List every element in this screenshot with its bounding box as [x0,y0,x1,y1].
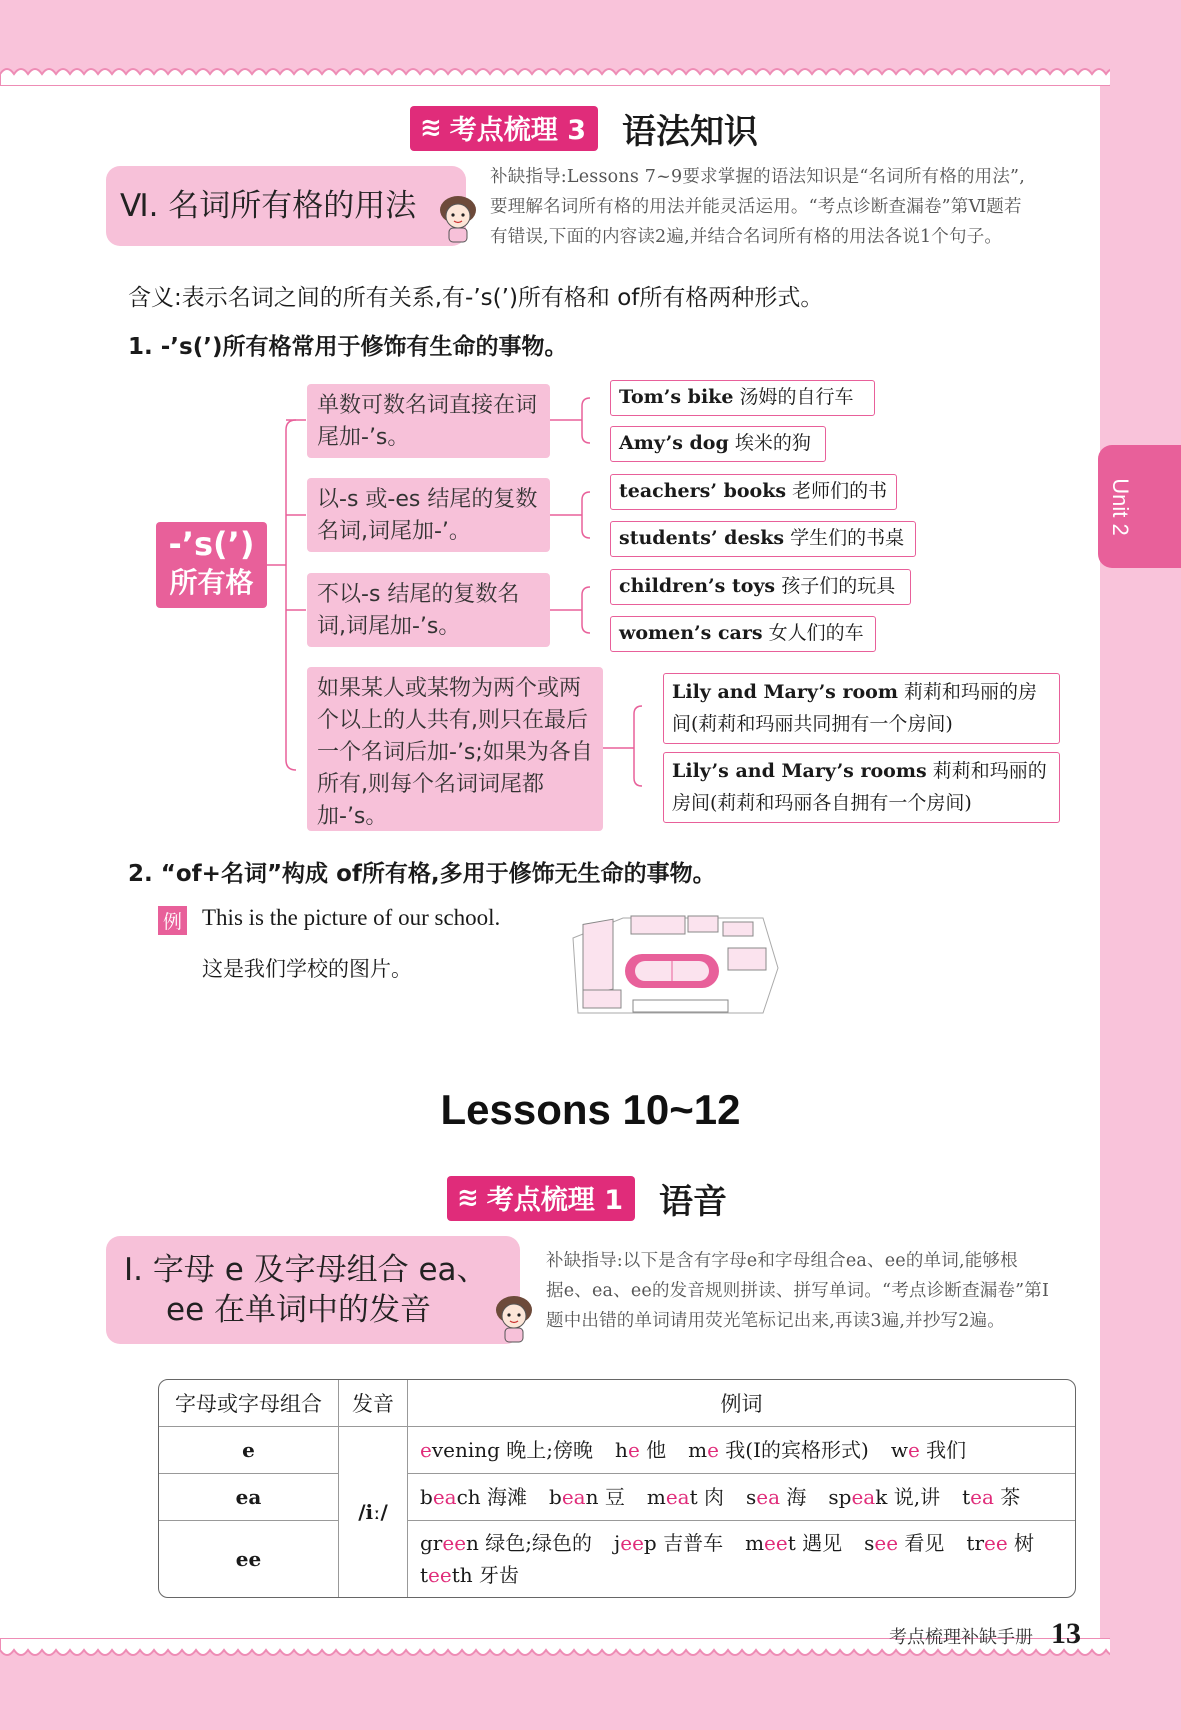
example-zh: 孩子们的玩具 [781,575,896,597]
example-box [610,474,897,510]
section-header-phonetics [447,1174,727,1223]
example-word: tree 树 [966,1531,1035,1555]
example-word: teeth 牙齿 [420,1563,519,1587]
letters-cell: ea [159,1474,339,1521]
example-word: we 我们 [890,1438,967,1462]
page-number: 13 [1051,1617,1081,1650]
highlighted-letters: ea [665,1485,690,1509]
example-en: children’s toys [619,575,776,597]
example-en: Amy’s dog [619,432,729,454]
highlighted-letters: e [627,1438,640,1462]
example-sentence-zh: 这是我们学校的图片。 [202,957,412,981]
example-box [610,616,876,652]
subsection-title-line2: ee 在单词中的发音 [166,1292,431,1328]
section-badge [447,1176,635,1221]
example-zh: 埃米的狗 [734,432,811,454]
example-zh: 学生们的书桌 [790,527,905,549]
possessive-core-node [156,522,267,608]
highlighted-letters: ee [764,1531,788,1555]
example-box [663,752,1060,823]
tip-line: 要理解名词所有格的用法并能灵活运用。“考点诊断查漏卷”第Ⅵ题若 [490,197,1022,217]
highlighted-letters: e [707,1438,719,1462]
rule-box: 以-s 或-es 结尾的复数名词,词尾加-’。 [307,478,550,552]
rule-box: 单数可数名词直接在词尾加-’s。 [307,384,550,458]
example-en: Lily’s and Mary’s rooms [672,760,927,782]
subsection-title: Ⅵ. 名词所有格的用法 [120,188,417,224]
highlighted-letters: ee [620,1531,644,1555]
table-row [159,1521,1075,1597]
rule-box: 不以-s 结尾的复数名词,词尾加-’s。 [307,573,550,647]
subsection-header-pronunciation [106,1236,520,1344]
tip-line: 有错误,下面的内容读2遍,并结合名词所有格的用法各说1个句子。 [490,227,1003,247]
table-header: 发音 [339,1380,408,1427]
tip-line: 补缺指导:Lessons 7~9要求掌握的语法知识是“名词所有格的用法”, [490,167,1025,187]
core-node-line1: -’s(’) [168,525,255,563]
table-row [159,1474,1075,1521]
core-node-line2: 所有格 [169,566,254,599]
unit-tab-label: Unit 2 [1108,478,1133,536]
point-1-heading: 1. -’s(’)所有格常用于修饰有生命的事物。 [128,334,568,360]
highlighted-letters: ea [756,1485,781,1509]
wave-lines-icon: ≋ [457,1182,479,1213]
tip-line: 补缺指导:以下是含有字母e和字母组合ea、ee的单词,能够根 [546,1251,1018,1271]
highlighted-letters: e [420,1438,432,1462]
tip-text-pronunciation [546,1246,1086,1336]
lessons-title: Lessons 10~12 [440,1086,741,1133]
example-word: evening 晚上;傍晚 [420,1438,594,1462]
example-box [663,673,1060,744]
example-word: see 看见 [864,1531,945,1555]
highlighted-letters: e [907,1438,920,1462]
highlighted-letters: ee [874,1531,899,1555]
example-word: sea 海 [746,1485,807,1509]
wave-lines-icon: ≋ [420,112,442,143]
words-cell [408,1474,1075,1521]
example-word: speak 说,讲 [828,1485,941,1509]
example-box [610,521,916,557]
table-header: 字母或字母组合 [159,1380,339,1427]
example-word: beach 海滩 [420,1485,528,1509]
sound-cell: /iː/ [339,1427,408,1597]
girl-avatar-icon [492,1292,536,1344]
example-zh: 莉莉和玛丽的房间(莉莉和玛丽共同拥有一个房间) [672,681,1038,735]
example-sentence-en: This is the picture of our school. [202,905,501,930]
highlighted-letters: ea [432,1485,457,1509]
page-footer [889,1617,1081,1651]
tip-line: 据e、ea、ee的发音规则拼读、拼写单词。“考点诊断查漏卷”第Ⅰ [546,1281,1050,1301]
example-word: green 绿色;绿色的 [420,1531,593,1555]
example-word: jeep 吉普车 [614,1531,724,1555]
rule-box: 如果某人或某物为两个或两个以上的人共有,则只在最后一个名词后加-’s;如果为各自所有,则每个名词词尾都加-’s。 [307,667,603,831]
section-title: 语法知识 [621,112,758,152]
example-word: he 他 [615,1438,667,1462]
example-box [610,380,875,416]
example-en: Tom’s bike [619,386,734,408]
section-badge-label: 考点梳理 3 [449,115,586,146]
table-row [159,1427,1075,1474]
letters-cell: e [159,1427,339,1474]
words-cell [408,1521,1075,1597]
highlighted-letters: ee [442,1531,467,1555]
example-word: bean 豆 [549,1485,625,1509]
example-word: meat 肉 [646,1485,724,1509]
example-en: students’ desks [619,527,785,549]
section-badge-label: 考点梳理 1 [486,1185,623,1216]
tip-line: 题中出错的单词请用荧光笔标记出来,再读3遍,并抄写2遍。 [546,1311,1005,1331]
meaning-text: 含义:表示名词之间的所有关系,有-’s(’)所有格和 of所有格两种形式。 [128,285,824,311]
example-zh: 女人们的车 [768,622,864,644]
highlighted-letters: ea [561,1485,586,1509]
example-word: tea 茶 [962,1485,1021,1509]
footer-text: 考点梳理补缺手册 [889,1627,1033,1648]
letters-cell: ee [159,1521,339,1597]
example-tag: 例 [158,906,187,935]
example-zh: 莉莉和玛丽的房间(莉莉和玛丽各自拥有一个房间) [672,760,1047,814]
highlighted-letters: ee [428,1563,452,1587]
section-title: 语音 [658,1182,727,1222]
school-illustration [563,908,783,1018]
example-en: teachers’ books [619,480,787,502]
table-header-row [159,1380,1075,1427]
example-zh: 汤姆的自行车 [739,386,854,408]
table-header: 例词 [408,1380,1075,1427]
example-word: meet 遇见 [745,1531,843,1555]
highlighted-letters: ea [970,1485,994,1509]
subsection-title-line1: Ⅰ. 字母 e 及字母组合 ea、 [124,1252,488,1288]
example-word: me 我(I的宾格形式) [688,1438,869,1462]
example-en: women’s cars [619,622,763,644]
highlighted-letters: ee [984,1531,1008,1555]
example-zh: 老师们的书 [792,480,888,502]
words-cell [408,1427,1075,1474]
unit-tab[interactable] [1098,445,1181,568]
example-en: Lily and Mary’s room [672,681,898,703]
example-box [610,569,911,605]
example-box [610,426,826,462]
pronunciation-table [158,1379,1076,1598]
point-2-heading: 2. “of+名词”构成 of所有格,多用于修饰无生命的事物。 [128,861,716,887]
highlighted-letters: ea [851,1485,876,1509]
